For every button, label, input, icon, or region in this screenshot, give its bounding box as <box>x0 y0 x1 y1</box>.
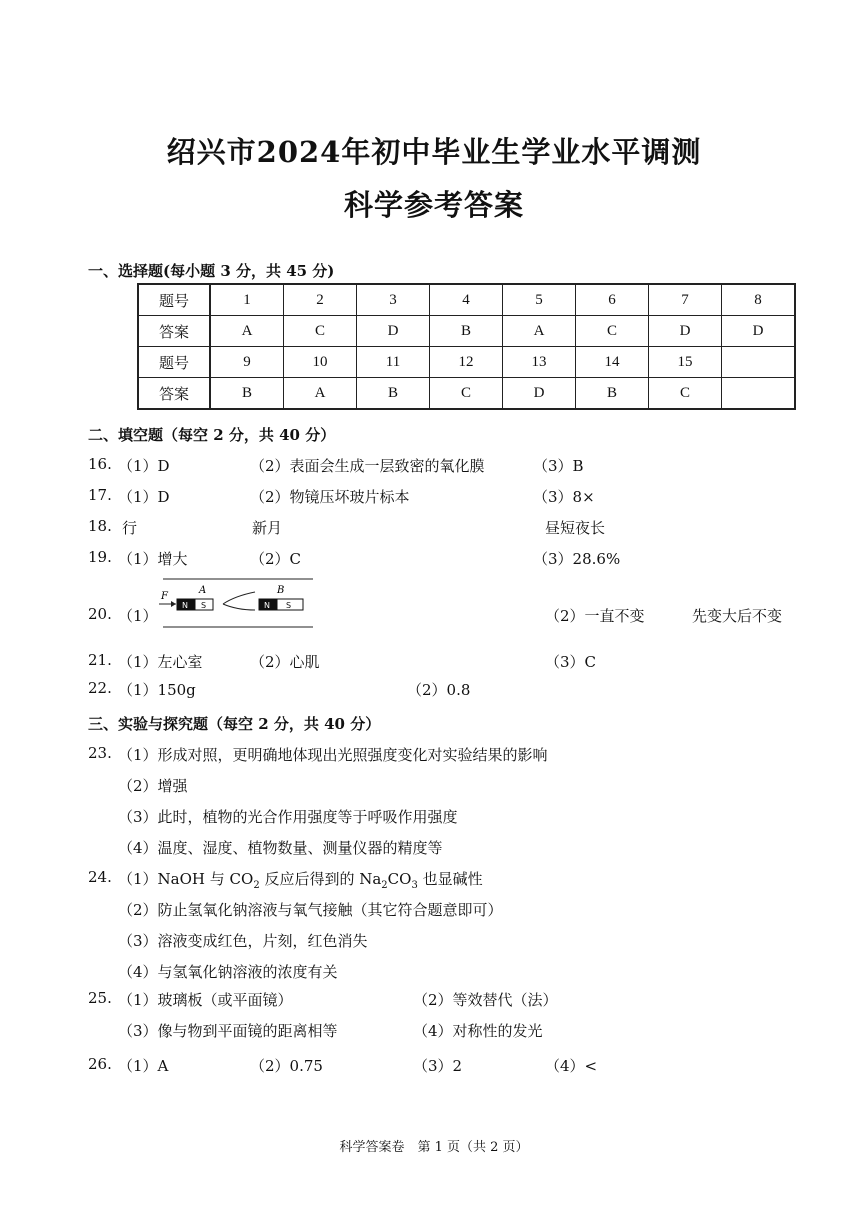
q17-answer-2: （2）物镜压坏玻片标本 <box>250 488 410 506</box>
q20-answer-1: （1） <box>118 607 158 625</box>
answer-table-cell: 2 <box>284 284 357 316</box>
q23-number: 23. <box>88 744 112 762</box>
answer-table-cell: 12 <box>430 347 503 378</box>
answer-table-cell: 14 <box>576 347 649 378</box>
q26-answer-2: （2）0.75 <box>250 1057 323 1075</box>
q18-answer-2: 新月 <box>252 519 283 537</box>
q26-answer-1: （1）A <box>118 1057 169 1075</box>
q26-answer-4: （4）< <box>545 1057 598 1075</box>
q20-answer-3: 先变大后不变 <box>692 607 783 625</box>
answer-table-cell: D <box>649 316 722 347</box>
q25-answer-3: （3）像与物到平面镜的距离相等 <box>118 1022 338 1040</box>
q24-answer-3: （3）溶液变成红色，片刻，红色消失 <box>118 932 368 950</box>
q21-answer-3: （3）C <box>545 653 597 671</box>
q20-number: 20. <box>88 605 112 623</box>
answer-table-row <box>138 347 795 378</box>
svg-text:N: N <box>264 601 270 610</box>
answer-table-cell: 5 <box>503 284 576 316</box>
answer-table <box>137 283 796 410</box>
q17-answer-3: （3）8× <box>533 488 595 506</box>
answer-table-row-header: 答案 <box>138 378 210 410</box>
answer-table-row <box>138 316 795 347</box>
answer-table-cell: A <box>210 316 284 347</box>
answer-table-cell: 8 <box>722 284 796 316</box>
answer-table-cell: B <box>576 378 649 410</box>
q24-answer-1: （1）NaOH 与 $CO_2$ 反应后得到的 $Na_2CO_3$ 也显碱性 <box>118 870 483 891</box>
page-title: 绍兴市2024年初中毕业生学业水平调测 <box>166 135 702 169</box>
q25-answer-4: （4）对称性的发光 <box>413 1022 543 1040</box>
answer-table-cell: C <box>649 378 722 410</box>
answer-table-cell: 15 <box>649 347 722 378</box>
q23-answer-4: （4）温度、湿度、植物数量、测量仪器的精度等 <box>118 839 443 857</box>
svg-text:S: S <box>201 601 207 610</box>
answer-table-cell: 3 <box>357 284 430 316</box>
answer-table-cell <box>722 378 796 410</box>
answer-table-row-header: 答案 <box>138 316 210 347</box>
q18-number: 18. <box>88 517 112 535</box>
answer-table-cell: C <box>284 316 357 347</box>
magnet-diagram <box>155 576 315 630</box>
q19-answer-1: （1）增大 <box>118 550 188 568</box>
q26-number: 26. <box>88 1055 112 1073</box>
q25-answer-2: （2）等效替代（法） <box>413 991 558 1009</box>
q16-answer-1: （1）D <box>118 457 170 475</box>
answer-table-row <box>138 284 795 316</box>
q18-answer-3: 昼短夜长 <box>545 519 606 537</box>
q21-answer-2: （2）心肌 <box>250 653 320 671</box>
q22-answer-1: （1）150g <box>118 681 196 699</box>
magnet-a-label: A <box>199 585 207 596</box>
answer-table-cell: D <box>357 316 430 347</box>
answer-table-cell: D <box>503 378 576 410</box>
force-label: F <box>161 591 168 602</box>
section2-heading: 二、填空题（每空 2 分，共 40 分） <box>88 426 336 444</box>
q22-answer-2: （2）0.8 <box>407 681 471 699</box>
magnet-b-label: B <box>277 585 285 596</box>
answer-table-cell: A <box>284 378 357 410</box>
answer-table-cell: B <box>357 378 430 410</box>
answer-table-cell: B <box>210 378 284 410</box>
section1-heading: 一、选择题(每小题 3 分，共 45 分) <box>88 262 335 280</box>
answer-table-row-header: 题号 <box>138 347 210 378</box>
page-footer: 科学答案卷 第 1 页（共 2 页） <box>339 1140 529 1155</box>
q18-answer-1: 行 <box>122 519 138 537</box>
answer-table-cell: 9 <box>210 347 284 378</box>
q23-answer-1: （1）形成对照，更明确地体现出光照强度变化对实验结果的影响 <box>118 746 548 764</box>
answer-table-cell: 10 <box>284 347 357 378</box>
answer-table-cell: C <box>430 378 503 410</box>
answer-table-cell: 13 <box>503 347 576 378</box>
q25-answer-1: （1）玻璃板（或平面镜） <box>118 991 293 1009</box>
q23-answer-3: （3）此时，植物的光合作用强度等于呼吸作用强度 <box>118 808 458 826</box>
svg-text:N: N <box>182 601 188 610</box>
section3-heading: 三、实验与探究题（每空 2 分，共 40 分） <box>88 715 381 733</box>
q26-answer-3: （3）2 <box>413 1057 463 1075</box>
answer-table-row-header: 题号 <box>138 284 210 316</box>
answer-table-cell: 11 <box>357 347 430 378</box>
page-subtitle: 科学参考答案 <box>343 188 524 222</box>
svg-text:S: S <box>286 601 292 610</box>
q21-number: 21. <box>88 651 112 669</box>
answer-table-cell: C <box>576 316 649 347</box>
q16-answer-2: （2）表面会生成一层致密的氧化膜 <box>250 457 485 475</box>
q24-answer-4: （4）与氢氧化钠溶液的浓度有关 <box>118 963 338 981</box>
answer-table-cell: 4 <box>430 284 503 316</box>
q24-answer-2: （2）防止氢氧化钠溶液与氧气接触（其它符合题意即可） <box>118 901 503 919</box>
q25-number: 25. <box>88 989 112 1007</box>
answer-table-row <box>138 378 795 410</box>
answer-table-cell: 1 <box>210 284 284 316</box>
answer-table-cell <box>722 347 796 378</box>
q16-number: 16. <box>88 455 112 473</box>
q24-number: 24. <box>88 868 112 886</box>
q17-answer-1: （1）D <box>118 488 170 506</box>
q21-answer-1: （1）左心室 <box>118 653 203 671</box>
answer-table-cell: D <box>722 316 796 347</box>
motion-arrow <box>223 592 255 604</box>
q19-number: 19. <box>88 548 112 566</box>
q19-answer-3: （3）28.6% <box>533 550 621 568</box>
q17-number: 17. <box>88 486 112 504</box>
q22-number: 22. <box>88 679 112 697</box>
q23-answer-2: （2）增强 <box>118 777 188 795</box>
answer-table-cell: A <box>503 316 576 347</box>
answer-table-cell: B <box>430 316 503 347</box>
q20-answer-2: （2）一直不变 <box>545 607 645 625</box>
answer-table-cell: 6 <box>576 284 649 316</box>
q16-answer-3: （3）B <box>533 457 584 475</box>
answer-table-cell: 7 <box>649 284 722 316</box>
q19-answer-2: （2）C <box>250 550 302 568</box>
